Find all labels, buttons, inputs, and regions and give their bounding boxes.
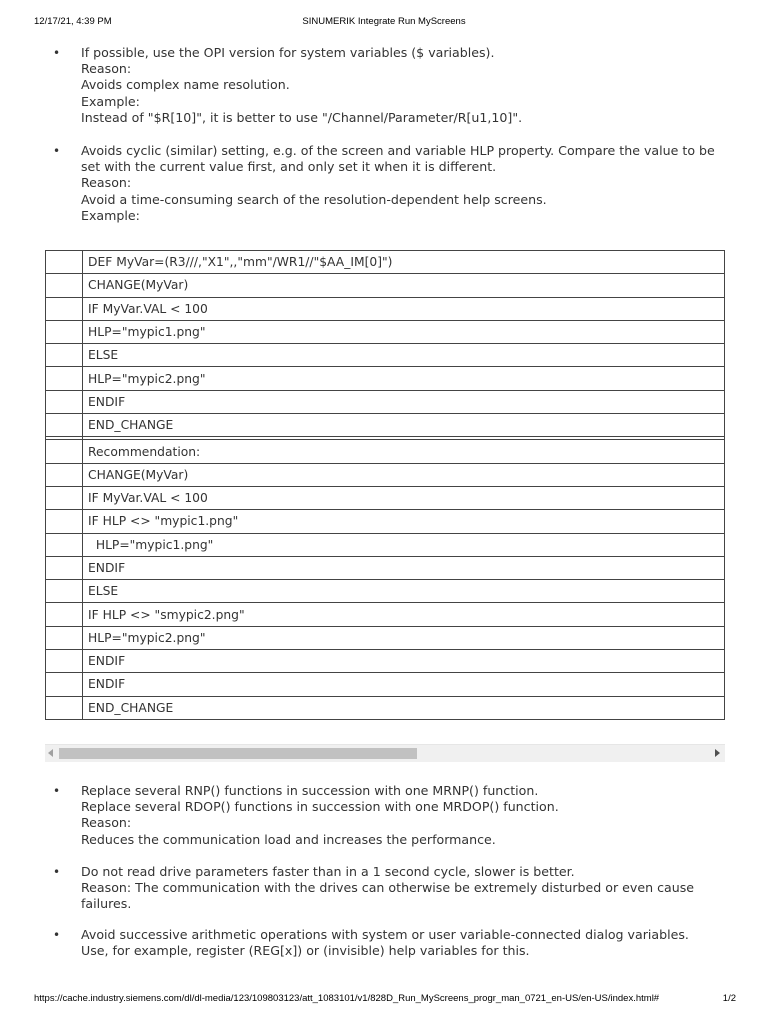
bullet-icon: • (53, 784, 61, 798)
code-cell: IF MyVar.VAL < 100 (83, 486, 725, 509)
line-number-cell (46, 486, 83, 509)
table-row (46, 603, 725, 626)
line-number-cell (46, 650, 83, 673)
scroll-left-arrow-icon[interactable] (48, 749, 53, 757)
list-item (50, 864, 730, 913)
page-number: 1/2 (722, 993, 736, 1004)
list-item-line: Reason: (81, 61, 132, 77)
table-row (46, 510, 725, 533)
table-row (46, 440, 725, 463)
table-row (46, 414, 725, 437)
code-cell: DEF MyVar=(R3///,"X1",,"mm"/WR1//"$AA_IM[0]") (83, 251, 725, 274)
list-item-text: Reason: The communication with the drives can otherwise be extremely disturbed or even cause failures. (81, 880, 695, 912)
bullet-list-bottom (50, 783, 730, 848)
line-number-cell (46, 440, 83, 463)
footer-url: https://cache.industry.siemens.com/dl/dl-media/123/109803123/att_1083101/v1/828D_Run_MyScreens_progr_man_0721_en-US/en-US/index.html# (34, 993, 660, 1004)
table-row (46, 367, 725, 390)
code-cell: ENDIF (83, 673, 725, 696)
table-row (46, 297, 725, 320)
code-cell: HLP="mypic1.png" (83, 533, 725, 556)
table-row (46, 556, 725, 579)
line-number-cell (46, 297, 83, 320)
list-item-line: Use, for example, register (REG[x]) or (invisible) help variables for this. (81, 943, 530, 959)
line-number-cell (46, 251, 83, 274)
code-cell: ENDIF (83, 390, 725, 413)
list-item-line: Example: (81, 93, 140, 109)
code-cell: ELSE (83, 344, 725, 367)
list-item-line: Avoid successive arithmetic operations with system or user variable-connected dialog variables. (81, 927, 689, 942)
table-row (46, 463, 725, 486)
list-item-line: Replace several RDOP() functions in succession with one MRDOP() function. (81, 799, 559, 815)
table-row (46, 580, 725, 603)
table-row (46, 274, 725, 297)
scroll-right-arrow-icon[interactable] (715, 749, 720, 757)
code-cell: IF HLP <> "smypic2.png" (83, 603, 725, 626)
bullet-list-bottom-3 (50, 927, 730, 959)
code-cell: ENDIF (83, 556, 725, 579)
bullet-icon: • (53, 928, 61, 942)
list-item-line: Avoids complex name resolution. (81, 77, 290, 93)
code-cell: IF MyVar.VAL < 100 (83, 297, 725, 320)
print-footer (0, 993, 768, 1007)
list-item (50, 143, 730, 224)
print-datetime: 12/17/21, 4:39 PM (34, 16, 112, 27)
list-item-line: If possible, use the OPI version for system variables ($ variables). (81, 45, 495, 60)
line-number-cell (46, 414, 83, 437)
line-number-cell (46, 463, 83, 486)
table-row (46, 486, 725, 509)
code-cell: HLP="mypic2.png" (83, 626, 725, 649)
table-row (46, 390, 725, 413)
list-item (50, 45, 730, 126)
line-number-cell (46, 344, 83, 367)
print-title: SINUMERIK Integrate Run MyScreens (302, 16, 466, 27)
line-number-cell (46, 274, 83, 297)
table-row (46, 320, 725, 343)
line-number-cell (46, 533, 83, 556)
bullet-list-bottom-2 (50, 864, 730, 913)
code-cell: ELSE (83, 580, 725, 603)
list-item-line: Replace several RNP() functions in succession with one MRNP() function. (81, 783, 539, 798)
bullet-icon: • (53, 865, 61, 879)
line-number-cell (46, 367, 83, 390)
list-item-text: Avoids cyclic (similar) setting, e.g. of the screen and variable HLP property. Compare the value to be set with the current value first, and only set it when it is different. (81, 143, 715, 175)
list-item-line: Reason: (81, 175, 132, 191)
table-row (46, 533, 725, 556)
code-cell: Recommendation: (83, 440, 725, 463)
code-cell: ENDIF (83, 650, 725, 673)
list-item (50, 783, 730, 848)
code-cell: END_CHANGE (83, 696, 725, 719)
line-number-cell (46, 580, 83, 603)
code-cell: CHANGE(MyVar) (83, 274, 725, 297)
line-number-cell (46, 390, 83, 413)
table-row (46, 251, 725, 274)
table-row (46, 696, 725, 719)
code-cell: IF HLP <> "mypic1.png" (83, 510, 725, 533)
code-cell: CHANGE(MyVar) (83, 463, 725, 486)
line-number-cell (46, 603, 83, 626)
bullet-list-top-2 (50, 143, 730, 224)
list-item-line: Example: (81, 207, 140, 223)
bullet-icon: • (53, 144, 61, 158)
list-item-line: Reduces the communication load and increases the performance. (81, 831, 496, 847)
list-item-line: Reason: (81, 815, 132, 831)
table-row (46, 626, 725, 649)
line-number-cell (46, 626, 83, 649)
list-item-line: Avoid a time-consuming search of the resolution-dependent help screens. (81, 191, 547, 207)
list-item-line: Instead of "$R[10]", it is better to use "/Channel/Parameter/R[u1,10]". (81, 109, 523, 125)
line-number-cell (46, 673, 83, 696)
line-number-cell (46, 320, 83, 343)
code-table (45, 250, 725, 720)
print-header (0, 16, 768, 30)
table-row (46, 344, 725, 367)
line-number-cell (46, 556, 83, 579)
bullet-list-top (50, 45, 730, 126)
bullet-icon: • (53, 46, 61, 60)
line-number-cell (46, 696, 83, 719)
code-cell: HLP="mypic2.png" (83, 367, 725, 390)
horizontal-scrollbar[interactable] (45, 744, 725, 762)
table-row (46, 673, 725, 696)
list-item (50, 927, 730, 959)
line-number-cell (46, 510, 83, 533)
table-row (46, 650, 725, 673)
code-cell: HLP="mypic1.png" (83, 320, 725, 343)
list-item-line: Do not read drive parameters faster than in a 1 second cycle, slower is better. (81, 864, 575, 879)
code-cell: END_CHANGE (83, 414, 725, 437)
scrollbar-thumb[interactable] (59, 748, 417, 759)
